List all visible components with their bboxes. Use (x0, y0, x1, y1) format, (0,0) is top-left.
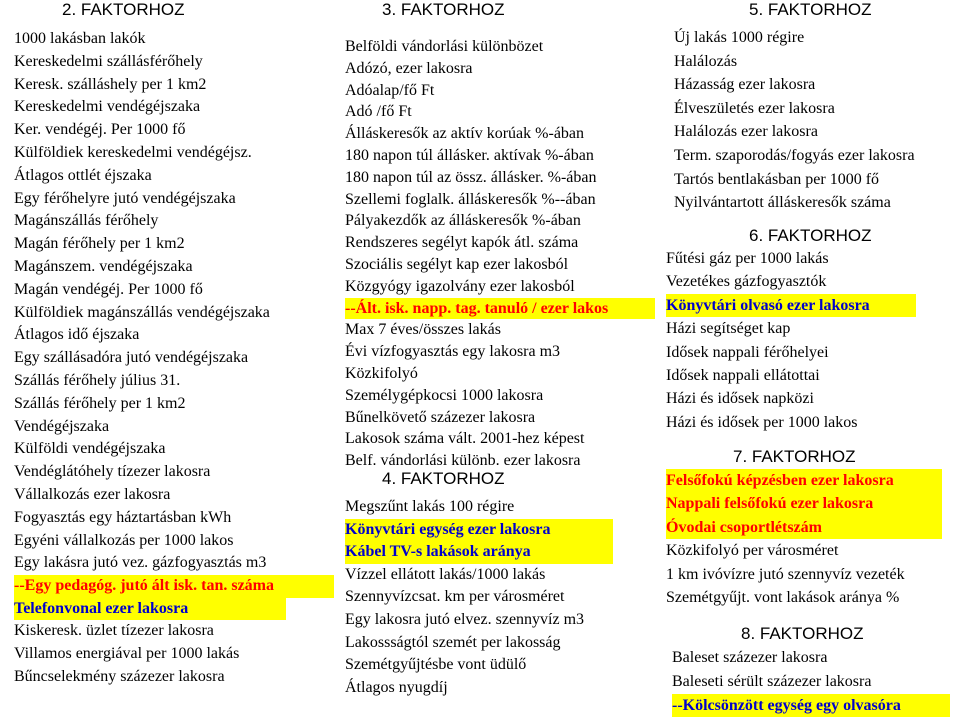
list-item: Magán férőhely per 1 km2 (14, 235, 185, 253)
factor8-list (672, 646, 956, 717)
list-item: Vízzel ellátott lakás/1000 lakás (345, 565, 546, 583)
list-item: Max 7 éves/összes lakás (345, 321, 501, 339)
highlighted-item: Könyvtári olvasó ezer lakosra (666, 294, 916, 317)
list-item: Egy lakásra jutó vez. gázfogyasztás m3 (14, 554, 267, 572)
list-item: Kereskedelmi vendégéjszaka (14, 98, 201, 116)
factor6-list (666, 247, 956, 434)
list-item: Külföldiek kereskedelmi vendégéjsz. (14, 143, 252, 161)
list-item: Egy lakosra jutó elvez. szennyvíz m3 (345, 610, 585, 628)
list-item: Egy férőhelyre jutó vendégéjszaka (14, 189, 236, 207)
highlighted-item: --Kölcsönzött egység egy olvasóra (672, 694, 950, 717)
highlighted-item: Óvodai csoportlétszám (666, 516, 942, 539)
list-item: Vállalkozás ezer lakosra (14, 485, 171, 503)
list-item: Közkifolyó (345, 364, 418, 382)
highlighted-item: Telefonvonal ezer lakosra (14, 598, 286, 621)
list-item: Vezetékes gázfogyasztók (666, 273, 827, 291)
list-item: 1 km ivóvízre jutó szennyvíz vezeték (666, 565, 905, 583)
list-item: Magánszem. vendégéjszaka (14, 257, 193, 275)
list-item: Belf. vándorlási különb. ezer lakosra (345, 452, 581, 470)
list-item: Szemétgyűjt. vont lakások aránya % (666, 589, 900, 607)
list-item: Ker. vendégéj. Per 1000 fő (14, 121, 186, 139)
list-item: Baleset százezer lakosra (672, 649, 828, 666)
list-item: Megszűnt lakás 100 régire (345, 498, 515, 515)
list-item: Álláskeresők az aktív korúak %-ában (345, 125, 585, 143)
list-item: Belföldi vándorlási különbözet (345, 38, 544, 55)
highlighted-item: Kábel TV-s lakások aránya (345, 541, 613, 564)
list-item: Évi vízfogyasztás egy lakosra m3 (345, 343, 561, 361)
factor8-title: 8. FAKTORHOZ (741, 624, 864, 643)
highlighted-item: Felsőfokú képzésben ezer lakosra (666, 469, 942, 492)
list-item: Magán vendégéj. Per 1000 fő (14, 280, 203, 298)
factor5-list (674, 26, 956, 215)
list-item: Átlagos idő éjszaka (14, 326, 140, 344)
list-item: Külföldiek magánszállás vendégéjszaka (14, 303, 270, 321)
list-item: Tartós bentlakásban per 1000 fő (674, 170, 880, 188)
list-item: Házasság ezer lakosra (674, 76, 816, 94)
highlighted-item: Nappali felsőfokú ezer lakosra (666, 492, 942, 515)
list-item: Személygépkocsi 1000 lakosra (345, 386, 544, 404)
list-item: Magánszállás férőhely (14, 212, 159, 230)
list-item: Közgyógy igazolvány ezer lakosból (345, 277, 575, 295)
highlighted-item: Könyvtári egység ezer lakosra (345, 519, 613, 542)
list-item: 1000 lakásban lakók (14, 30, 146, 47)
list-item: Külföldi vendégéjszaka (14, 440, 166, 458)
list-item: Kiskeresk. üzlet tízezer lakosra (14, 622, 214, 640)
factor7-list (666, 469, 956, 609)
list-item: Házi segítséget kap (666, 320, 791, 338)
list-item: Közkifolyó per városméret (666, 542, 839, 560)
factor3-list (345, 36, 660, 472)
factor4-list (345, 496, 645, 699)
list-item: Baleseti sérült százezer lakosra (672, 672, 872, 690)
list-item: Átlagos ottlét éjszaka (14, 166, 152, 184)
list-item: Szállás férőhely per 1 km2 (14, 394, 186, 412)
list-item: Term. szaporodás/fogyás ezer lakosra (674, 146, 915, 164)
factor5-title: 5. FAKTORHOZ (749, 0, 872, 19)
list-item: Idősek nappali ellátottai (666, 367, 820, 385)
list-item: Vendéglátóhely tízezer lakosra (14, 463, 211, 481)
list-item: Szállás férőhely július 31. (14, 371, 181, 389)
factor2-list (14, 28, 334, 689)
list-item: Lakosok száma vált. 2001-hez képest (345, 430, 585, 448)
list-item: Villamos energiával per 1000 lakás (14, 645, 240, 663)
list-item: Nyilvántartott álláskeresők száma (674, 194, 891, 212)
list-item: Szennyvízcsat. km per városméret (345, 588, 565, 606)
list-item: Idősek nappali férőhelyei (666, 343, 829, 361)
list-item: Adózó, ezer lakosra (345, 59, 473, 77)
list-item: Bűncselekmény százezer lakosra (14, 667, 225, 685)
list-item: Vendégéjszaka (14, 417, 110, 435)
factor6-title: 6. FAKTORHOZ (749, 226, 872, 245)
list-item: Átlagos nyugdíj (345, 678, 448, 696)
list-item: Házi és idősek per 1000 lakos (666, 413, 858, 431)
list-item: Rendszeres segélyt kapók átl. száma (345, 234, 579, 252)
list-item: 180 napon túl állásker. aktívak %-ában (345, 146, 594, 164)
list-item: Adó /fő Ft (345, 103, 412, 121)
list-item: Szemétgyűjtésbe vont üdülő (345, 656, 527, 674)
list-item: Házi és idősek napközi (666, 390, 814, 408)
list-item: Egyéni vállalkozás per 1000 lakos (14, 531, 234, 549)
factor2-title: 2. FAKTORHOZ (62, 0, 185, 19)
factor7-title: 7. FAKTORHOZ (733, 447, 856, 466)
list-item: Fogyasztás egy háztartásban kWh (14, 508, 232, 526)
list-item: Szociális segélyt kap ezer lakosból (345, 255, 569, 273)
list-item: Egy szállásadóra jutó vendégéjszaka (14, 349, 249, 367)
list-item: Élveszületés ezer lakosra (674, 99, 835, 117)
list-item: Bűnelkövető százezer lakosra (345, 408, 536, 426)
list-item: Szellemi foglalk. álláskeresők %--ában (345, 190, 596, 208)
list-item: Pályakezdők az álláskeresők %-ában (345, 212, 581, 230)
list-item: Új lakás 1000 régire (674, 29, 805, 46)
list-item: 180 napon túl az össz. állásker. %-ában (345, 168, 597, 186)
list-item: Halálozás (674, 52, 738, 70)
list-item: Fűtési gáz per 1000 lakás (666, 250, 829, 267)
list-item: Kereskedelmi szállásférőhely (14, 52, 203, 70)
factor3-title: 3. FAKTORHOZ (382, 0, 505, 19)
list-item: Adóalap/fő Ft (345, 81, 435, 99)
factor4-title: 4. FAKTORHOZ (382, 469, 505, 488)
highlighted-item: --Ált. isk. napp. tag. tanuló / ezer lakos (345, 298, 655, 320)
highlighted-item: --Egy pedagóg. jutó ált isk. tan. száma (14, 575, 334, 598)
list-item: Keresk. szálláshely per 1 km2 (14, 75, 207, 93)
list-item: Lakossságtól szemét per lakosság (345, 633, 561, 651)
list-item: Halálozás ezer lakosra (674, 123, 818, 141)
